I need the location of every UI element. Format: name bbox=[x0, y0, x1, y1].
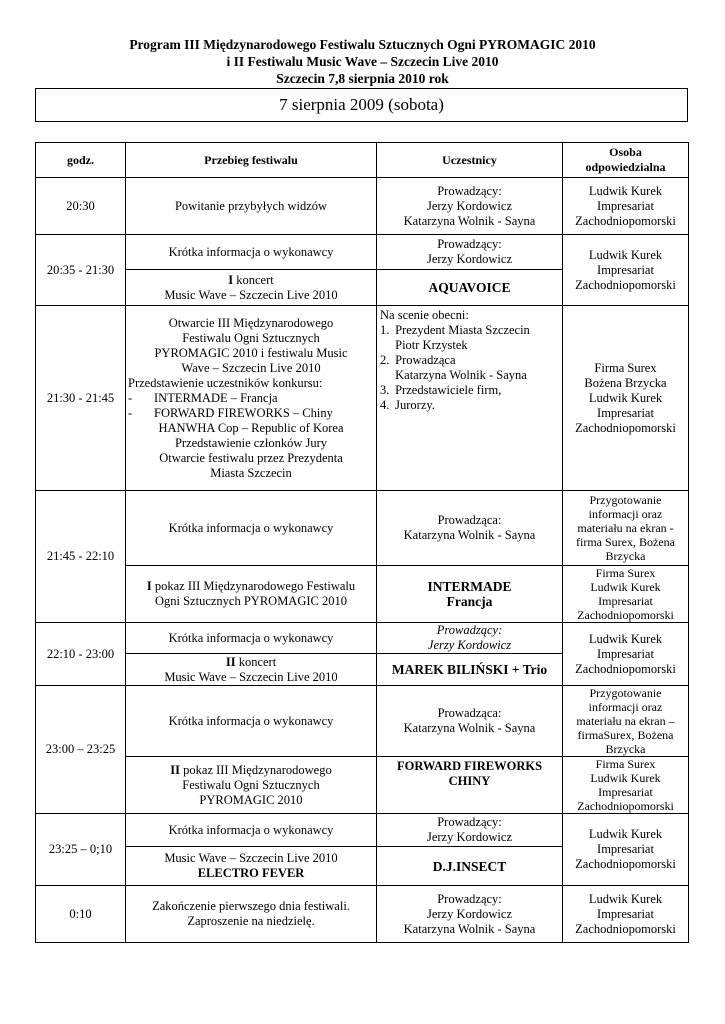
cell-text: FORWARD FIREWORKS – Chiny bbox=[154, 405, 333, 420]
bullet-item bbox=[128, 391, 374, 406]
cell-text: Firma Surex bbox=[595, 757, 656, 771]
cell-text: Music Wave – Szczecin Live 2010 bbox=[164, 287, 338, 302]
cell-text: Jerzy Kordowicz bbox=[426, 906, 513, 921]
cell-text: Zachodniopomorski bbox=[575, 420, 676, 435]
cell-text: Zachodniopomorski bbox=[575, 921, 676, 936]
cell-text: Jerzy Kordowicz bbox=[426, 830, 513, 844]
column-header-participants: Uczestnicy bbox=[377, 143, 563, 178]
time-cell: 22:10 - 23:00 bbox=[36, 623, 126, 686]
cell-text: Jurorzy. bbox=[395, 398, 435, 412]
cell-text: Jerzy Kordowicz bbox=[426, 198, 513, 213]
cell-text: Festiwalu Ogni Sztucznych bbox=[182, 777, 320, 792]
cell-text: materiału na ekran – bbox=[576, 714, 675, 728]
table-row bbox=[36, 623, 689, 654]
cell-text: Przygotowanie bbox=[589, 493, 662, 507]
table-row bbox=[36, 814, 689, 847]
bullet-item bbox=[128, 406, 374, 421]
cell-text: Wave – Szczecin Live 2010 bbox=[181, 360, 321, 375]
cell-text: Ludwik Kurek bbox=[590, 771, 661, 785]
cell-text: Impresariat bbox=[597, 262, 654, 277]
performer-cell: MAREK BILIŃSKI + Trio bbox=[377, 654, 563, 686]
document-heading bbox=[0, 36, 725, 87]
program-cell bbox=[126, 847, 377, 886]
cell-text: Prowadząca: bbox=[437, 513, 502, 527]
cell-text: koncert bbox=[235, 654, 277, 669]
table-row bbox=[36, 886, 689, 943]
cell-text: Brzycka bbox=[605, 549, 646, 563]
program-cell: Krótka informacja o wykonawcy bbox=[126, 686, 377, 757]
show-number: II bbox=[170, 762, 181, 777]
header-text: Osoba bbox=[609, 145, 642, 159]
header-text: odpowiedzialna bbox=[585, 160, 666, 174]
program-cell bbox=[126, 654, 377, 686]
list-number: 4. bbox=[380, 398, 390, 412]
column-header-program: Przebieg festiwalu bbox=[126, 143, 377, 178]
cell-text: Impresariat bbox=[597, 842, 654, 856]
list-item bbox=[380, 353, 559, 368]
participants-cell bbox=[377, 686, 563, 757]
cell-text: INTERMADE – Francja bbox=[154, 390, 278, 405]
program-cell bbox=[126, 757, 377, 814]
responsible-cell bbox=[563, 623, 689, 686]
day-label: 7 sierpnia 2009 (sobota) bbox=[279, 95, 444, 114]
participants-cell bbox=[377, 886, 563, 943]
program-cell: Krótka informacja o wykonawcy bbox=[126, 814, 377, 847]
cell-text: Zachodniopomorski bbox=[575, 661, 676, 676]
cell-text: ELECTRO FEVER bbox=[197, 866, 305, 880]
cell-text: firma Surex, Bożena bbox=[576, 535, 675, 549]
cell-text bbox=[129, 655, 373, 670]
concert-number: II bbox=[225, 654, 236, 669]
cell-text: Ludwik Kurek bbox=[588, 891, 663, 906]
cell-text: HANWHA Cop – Republic of Korea bbox=[158, 420, 344, 435]
cell-text bbox=[129, 273, 373, 288]
cell-text: Francja bbox=[446, 594, 493, 609]
cell-text: Music Wave – Szczecin Live 2010 bbox=[164, 851, 338, 865]
cell-text: FORWARD FIREWORKS bbox=[396, 759, 543, 773]
cell-text: Katarzyna Wolnik - Sayna bbox=[403, 213, 536, 228]
program-cell: Powitanie przybyłych widzów bbox=[126, 178, 377, 235]
table-row bbox=[36, 757, 689, 814]
cell-text: INTERMADE bbox=[427, 579, 512, 594]
bullet-mark: - bbox=[128, 405, 133, 420]
table-row bbox=[36, 178, 689, 235]
heading-line-3: Szczecin 7,8 sierpnia 2010 rok bbox=[276, 71, 449, 86]
cell-text: Impresariat bbox=[597, 906, 654, 921]
responsible-cell bbox=[563, 886, 689, 943]
performer-cell bbox=[377, 757, 563, 814]
cell-text: koncert bbox=[233, 272, 274, 287]
cell-text: Ludwik Kurek bbox=[588, 390, 663, 405]
column-header-responsible bbox=[563, 143, 689, 178]
cell-text: Jerzy Kordowicz bbox=[427, 638, 512, 652]
program-cell bbox=[126, 886, 377, 943]
responsible-cell bbox=[563, 566, 689, 623]
cell-text: Zachodniopomorski bbox=[575, 277, 676, 292]
participants-cell bbox=[377, 814, 563, 847]
table-row bbox=[36, 566, 689, 623]
cell-text: informacji oraz bbox=[588, 507, 663, 521]
table-row bbox=[36, 686, 689, 757]
list-number: 3. bbox=[380, 383, 390, 397]
cell-text: Bożena Brzycka bbox=[584, 375, 667, 390]
responsible-cell bbox=[563, 235, 689, 306]
cell-text: Ludwik Kurek bbox=[588, 631, 663, 646]
responsible-cell bbox=[563, 491, 689, 566]
cell-text: Przedstawiciele firm, bbox=[395, 383, 502, 397]
cell-text: Przygotowanie bbox=[589, 686, 662, 700]
cell-text: Zachodniopomorski bbox=[577, 799, 674, 813]
program-cell: Krótka informacja o wykonawcy bbox=[126, 491, 377, 566]
cell-text: Impresariat bbox=[597, 405, 654, 420]
heading-line-1: Program III Międzynarodowego Festiwalu Sztucznych Ogni PYROMAGIC 2010 bbox=[129, 37, 596, 52]
column-header-time: godz. bbox=[36, 143, 126, 178]
table-header-row bbox=[36, 143, 689, 178]
cell-text: Ludwik Kurek bbox=[588, 183, 663, 198]
cell-text: Na scenie obecni: bbox=[380, 308, 469, 322]
list-number: 1. bbox=[380, 323, 390, 337]
cell-text: Impresariat bbox=[597, 646, 654, 661]
cell-text: Zakończenie pierwszego dnia festiwali. bbox=[152, 899, 350, 913]
performer-cell: AQUAVOICE bbox=[377, 270, 563, 306]
cell-text bbox=[129, 763, 373, 778]
performer-cell: D.J.INSECT bbox=[377, 847, 563, 886]
time-cell: 20:35 - 21:30 bbox=[36, 235, 126, 306]
program-cell bbox=[126, 306, 377, 491]
time-cell: 20:30 bbox=[36, 178, 126, 235]
participants-cell bbox=[377, 178, 563, 235]
list-item bbox=[380, 338, 559, 353]
cell-text: Ogni Sztucznych PYROMAGIC 2010 bbox=[154, 594, 347, 608]
concert-number: I bbox=[228, 272, 234, 287]
program-cell: Krótka informacja o wykonawcy bbox=[126, 235, 377, 270]
cell-text: Prowadząca bbox=[395, 353, 456, 367]
responsible-cell bbox=[563, 686, 689, 757]
cell-text: Zachodniopomorski bbox=[575, 857, 676, 871]
cell-text: Prowadzący: bbox=[437, 815, 502, 829]
day-label-box bbox=[35, 88, 688, 122]
cell-text: Piotr Krzystek bbox=[395, 338, 468, 352]
cell-text bbox=[129, 579, 373, 594]
time-cell: 23:25 – 0;10 bbox=[36, 814, 126, 886]
cell-text: Impresariat bbox=[598, 785, 653, 799]
cell-text: Prowadzący: bbox=[437, 237, 502, 251]
list-number: 2. bbox=[380, 353, 390, 367]
cell-text: Otwarcie festiwalu przez Prezydenta bbox=[159, 450, 343, 465]
cell-text: pokaz III Międzynarodowego Festiwalu bbox=[151, 579, 356, 593]
cell-text: Brzycka bbox=[605, 742, 646, 756]
cell-text: Zaproszenie na niedzielę. bbox=[187, 914, 315, 928]
cell-text: firmaSurex, Bożena bbox=[577, 728, 674, 742]
participants-cell bbox=[377, 491, 563, 566]
table-row bbox=[36, 235, 689, 270]
cell-text: Prowadząca: bbox=[437, 706, 502, 720]
show-number: I bbox=[146, 579, 152, 593]
program-cell bbox=[126, 566, 377, 623]
cell-text: Miasta Szczecin bbox=[210, 465, 292, 480]
list-item bbox=[380, 383, 559, 398]
cell-text: Katarzyna Wolnik - Sayna bbox=[403, 721, 536, 735]
responsible-cell bbox=[563, 306, 689, 491]
cell-text: Prowadzący: bbox=[436, 623, 503, 637]
cell-text: pokaz III Międzynarodowego bbox=[180, 762, 332, 777]
list-item bbox=[380, 398, 559, 413]
cell-text: Ludwik Kurek bbox=[590, 580, 661, 594]
cell-text: Jerzy Kordowicz bbox=[426, 252, 513, 266]
cell-text: Przedstawienie członków Jury bbox=[174, 435, 328, 450]
cell-text: PYROMAGIC 2010 i festiwalu Music bbox=[154, 345, 348, 360]
cell-text: materiału na ekran - bbox=[577, 521, 674, 535]
participants-cell bbox=[377, 623, 563, 654]
cell-text: Zachodniopomorski bbox=[577, 608, 674, 622]
cell-text: Prowadzący: bbox=[437, 891, 502, 906]
cell-text: Music Wave – Szczecin Live 2010 bbox=[164, 669, 338, 684]
time-cell: 21:30 - 21:45 bbox=[36, 306, 126, 491]
cell-text: Zachodniopomorski bbox=[575, 213, 676, 228]
cell-text: Ludwik Kurek bbox=[588, 247, 663, 262]
table-row bbox=[36, 306, 689, 491]
cell-text: Ludwik Kurek bbox=[588, 827, 663, 841]
cell-text: informacji oraz bbox=[588, 700, 663, 714]
heading-line-2: i II Festiwalu Music Wave – Szczecin Live 2010 bbox=[226, 54, 499, 69]
participants-cell bbox=[377, 306, 563, 491]
cell-text: PYROMAGIC 2010 bbox=[199, 792, 303, 807]
cell-text: Impresariat bbox=[598, 594, 653, 608]
cell-text: Katarzyna Wolnik - Sayna bbox=[403, 528, 536, 542]
cell-text: Firma Surex bbox=[595, 566, 656, 580]
cell-text: Festiwalu Ogni Sztucznych bbox=[182, 330, 320, 345]
cell-text: Katarzyna Wolnik - Sayna bbox=[403, 921, 536, 936]
list-item bbox=[380, 323, 559, 338]
bullet-mark: - bbox=[128, 390, 133, 405]
participants-cell bbox=[377, 235, 563, 270]
cell-text: Prezydent Miasta Szczecin bbox=[395, 323, 530, 337]
cell-text: Impresariat bbox=[597, 198, 654, 213]
performer-cell bbox=[377, 566, 563, 623]
table-row bbox=[36, 491, 689, 566]
responsible-cell bbox=[563, 757, 689, 814]
time-cell: 0:10 bbox=[36, 886, 126, 943]
cell-text: Katarzyna Wolnik - Sayna bbox=[395, 368, 527, 382]
responsible-cell bbox=[563, 814, 689, 886]
cell-text: Firma Surex bbox=[594, 360, 657, 375]
program-cell: Krótka informacja o wykonawcy bbox=[126, 623, 377, 654]
cell-text: Prowadzący: bbox=[437, 183, 502, 198]
schedule-table bbox=[35, 142, 689, 943]
time-cell: 23:00 – 23:25 bbox=[36, 686, 126, 814]
time-cell: 21:45 - 22:10 bbox=[36, 491, 126, 623]
responsible-cell bbox=[563, 178, 689, 235]
list-item bbox=[380, 368, 559, 383]
cell-text: Otwarcie III Międzynarodowego bbox=[168, 315, 334, 330]
cell-text: Przedstawienie uczestników konkursu: bbox=[128, 375, 323, 390]
cell-text: CHINY bbox=[448, 774, 491, 788]
program-cell bbox=[126, 270, 377, 306]
